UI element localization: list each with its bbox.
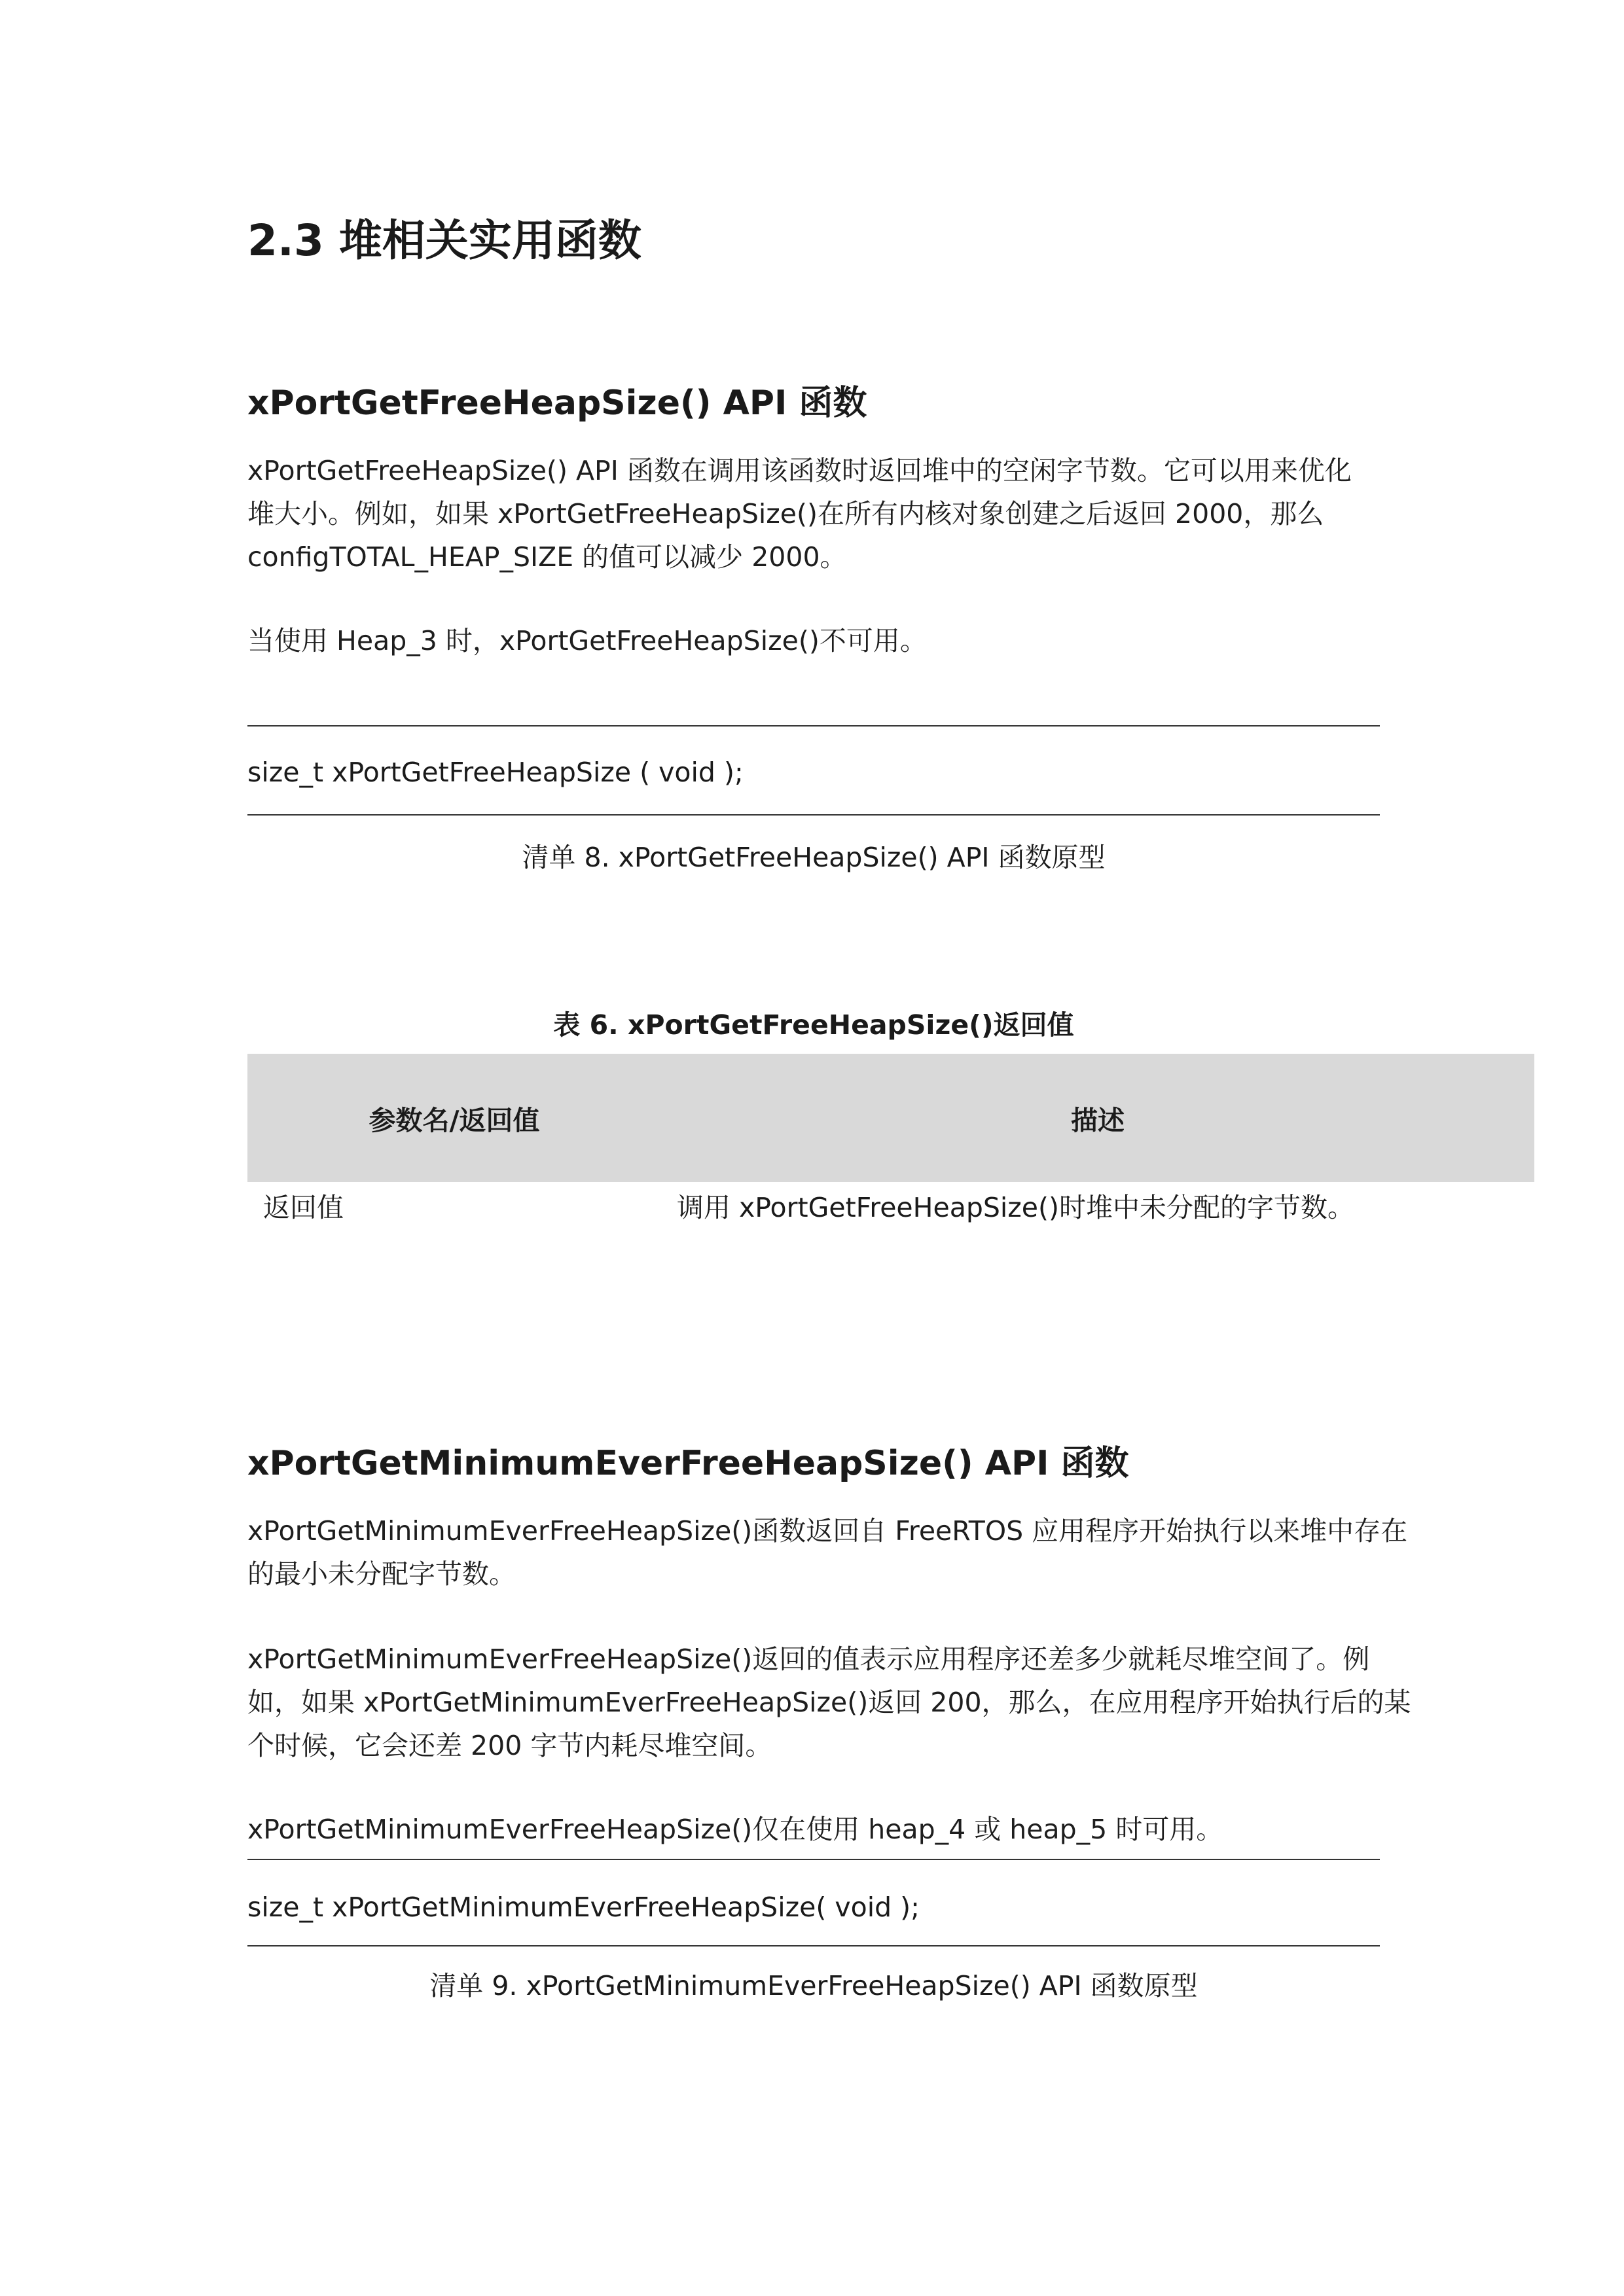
listing-9-caption: 清单 9. xPortGetMinimumEverFreeHeapSize() API 函数原型: [429, 1970, 1198, 2001]
header-param-name: 参数名/返回值: [247, 1054, 661, 1182]
listing-bottom-rule: [247, 814, 1380, 816]
free-heap-description-line: 堆大小。例如，如果 xPortGetFreeHeapSize()在所有内核对象创建之后返回 2000，那么: [247, 498, 1324, 529]
min-ever-heap-prototype: size_t xPortGetMinimumEverFreeHeapSize( void );: [247, 1892, 920, 1923]
table-header-row: [247, 1054, 1534, 1182]
listing-bottom-rule: [247, 1945, 1380, 1946]
listing-top-rule: [247, 1859, 1380, 1860]
section-title: 2.3 堆相关实用函数: [247, 215, 641, 266]
listing-top-rule: [247, 725, 1380, 726]
table-6-caption: 表 6. xPortGetFreeHeapSize()返回值: [553, 1009, 1074, 1041]
table-row: [247, 1182, 1534, 1228]
free-heap-description-line: xPortGetFreeHeapSize() API 函数在调用该函数时返回堆中的空闲字节数。它可以用来优化: [247, 455, 1352, 486]
min-ever-heap-heading: xPortGetMinimumEverFreeHeapSize() API 函数: [247, 1444, 1129, 1483]
min-ever-heap-description-line: xPortGetMinimumEverFreeHeapSize()函数返回自 FreeRTOS 应用程序开始执行以来堆中存在: [247, 1515, 1408, 1547]
min-ever-heap-availability-note: xPortGetMinimumEverFreeHeapSize()仅在使用 heap_4 或 heap_5 时可用。: [247, 1814, 1223, 1845]
min-ever-heap-description-line: 的最小未分配字节数。: [247, 1558, 516, 1590]
min-ever-heap-explanation-line: 如，如果 xPortGetMinimumEverFreeHeapSize()返回 200，那么，在应用程序开始执行后的某: [247, 1687, 1411, 1718]
return-value-table: [247, 1054, 1534, 1228]
free-heap-description: [247, 449, 1352, 579]
listing-8-caption: 清单 8. xPortGetFreeHeapSize() API 函数原型: [522, 842, 1106, 873]
min-ever-heap-explanation: [247, 1638, 1411, 1767]
free-heap-heading: xPortGetFreeHeapSize() API 函数: [247, 384, 867, 423]
min-ever-heap-description: [247, 1509, 1407, 1596]
header-description: 描述: [661, 1054, 1534, 1182]
cell-param-name: 返回值: [263, 1191, 344, 1223]
min-ever-heap-explanation-line: 个时候，它会还差 200 字节内耗尽堆空间。: [247, 1730, 772, 1761]
min-ever-heap-explanation-line: xPortGetMinimumEverFreeHeapSize()返回的值表示应用程序还差多少就耗尽堆空间了。例: [247, 1643, 1370, 1675]
free-heap-prototype: size_t xPortGetFreeHeapSize ( void );: [247, 757, 744, 788]
free-heap-description-line: configTOTAL_HEAP_SIZE 的值可以减少 2000。: [247, 541, 847, 573]
cell-description: 调用 xPortGetFreeHeapSize()时堆中未分配的字节数。: [677, 1191, 1355, 1223]
free-heap-note: 当使用 Heap_3 时，xPortGetFreeHeapSize()不可用。: [247, 625, 927, 656]
